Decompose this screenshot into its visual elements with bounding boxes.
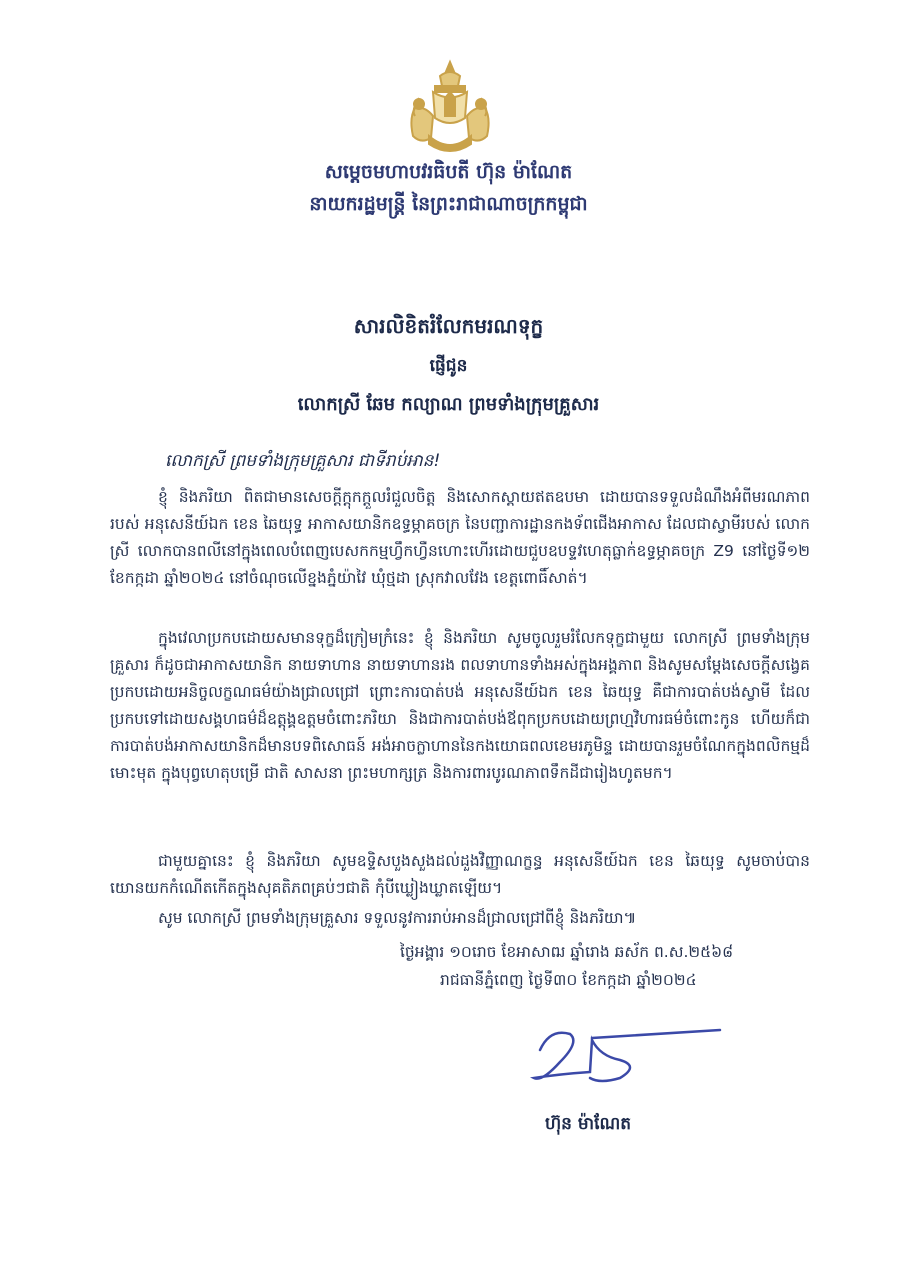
header-office-line: នាយករដ្ឋមន្ត្រី នៃព្រះរាជាណាចក្រកម្ពុជា <box>309 193 588 215</box>
paragraph-4: សូម លោកស្រី ព្រមទាំងក្រុមគ្រួសារ ទទួលនូវការរាប់អានដ៏ជ្រាលជ្រៅពីខ្ញុំ និងភរិយា៕ <box>158 909 637 927</box>
paragraph-1: ខ្ញុំ និងភរិយា ពិតជាមានសេចក្តីក្តុកក្តួលរំជួលចិត្ត និងសោកស្តាយឥតឧបមា ដោយបានទទួលដំណឹងអំពីមរណភាពរបស់ អនុសេនីយ៍ឯក ខេន ឆៃយុទ្ធ អាកាសយានិកឧទ្ធម្ភាគចក្រ នៃបញ្ជាការដ្ឋានកងទ័ពជើងអាកាស ដែលជាស្វាមីរបស់ លោកស្រី លោកបានពលីនៅក្នុងពេលបំពេញបេសកកម្មហ្វឹកហ្វឺនហោះហើរដោយជួបឧបទ្ទវហេតុធ្លាក់ឧទ្ធម្ភាគចក្រ Z9 នៅថ្ងៃទី១២ ខែកក្កដា ឆ្នាំ២០២៤ នៅចំណុចលើខ្នងភ្នំយ៉ាវៃ ឃុំថ្មដា ស្រុកវាលវែង ខេត្តពោធិ៍សាត់។ <box>110 488 810 587</box>
header-title-line: សម្តេចមហាបវរធិបតី ហ៊ុន ម៉ាណែត <box>324 161 573 183</box>
sent-to-label: ផ្ញើជូន <box>429 356 468 376</box>
royal-emblem-icon <box>395 58 505 158</box>
signer-name: ហ៊ុន ម៉ាណែត <box>545 1114 632 1134</box>
lunar-date: ថ្ងៃអង្គារ ១០រោច ខែអាសាឍ ឆ្នាំរោង ឆស័ក ព.ស.២៥៦៨ <box>400 943 734 961</box>
salutation: លោកស្រី ព្រមទាំងក្រុមគ្រួសារ ជាទីរាប់អាន! <box>165 451 441 471</box>
recipient-name: លោកស្រី ឆែម កល្យាណ ព្រមទាំងក្រុមគ្រួសារ <box>297 394 600 415</box>
paragraph-2: ក្នុងវេលាប្រកបដោយសមានទុក្ខដ៏ក្រៀមក្រំនេះ ខ្ញុំ និងភរិយា សូមចូលរួមរំលែកទុក្ខជាមួយ លោកស្រី ព្រមទាំងក្រុមគ្រួសារ ក៏ដូចជាអាកាសយានិក នាយទាហាន នាយទាហានរង ពលទាហានទាំងអស់ក្នុងអង្គភាព និងសូមសម្តែងសេចក្តីសង្វេគប្រកបដោយអនិច្ចលក្ខណធម៌យ៉ាងជ្រាលជ្រៅ ព្រោះការបាត់បង់ អនុសេនីយ៍ឯក ខេន ឆៃយុទ្ធ គឺជាការបាត់បង់ស្វាមី ដែលប្រកបទៅដោយសង្គហធម៌ដ៏ឧត្តុង្គឧត្តមចំពោះភរិយា និងជាការបាត់បង់ឪពុកប្រកបដោយព្រហ្មវិហារធម៌ចំពោះកូន ហើយក៏ជាការបាត់បង់អាកាសយានិកដ៏មានបទពិសោធន៍ អង់អាចក្លាហាននៃកងយោធពលខេមរភូមិន្ទ ដោយបានរួមចំណែកក្នុងពលិកម្មដ៏មោះមុត ក្នុងបុព្វហេតុបម្រើ ជាតិ សាសនា ព្រះមហាក្សត្រ និងការពារបូរណភាពទឹកដីជារៀងហូតមក។ <box>110 629 810 782</box>
paragraph-3: ជាមួយគ្នានេះ ខ្ញុំ និងភរិយា សូមឧទ្ទិសបួងសួងដល់ដួងវិញ្ញាណក្ខន្ធ អនុសេនីយ៍ឯក ខេន ឆៃយុទ្ធ សូមចាប់បានយោនយកកំណើតកើតក្នុងសុគតិភពគ្រប់ៗជាតិ កុំបីឃ្លៀងឃ្លាតឡើយ។ <box>110 852 810 897</box>
letter-title: សារលិខិតរំលែកមរណទុក្ខ <box>353 314 544 338</box>
solar-date: រាជធានីភ្នំពេញ ថ្ងៃទី៣០ ខែកក្កដា ឆ្នាំ២០២៤ <box>440 971 697 989</box>
handwritten-signature <box>530 1020 730 1090</box>
